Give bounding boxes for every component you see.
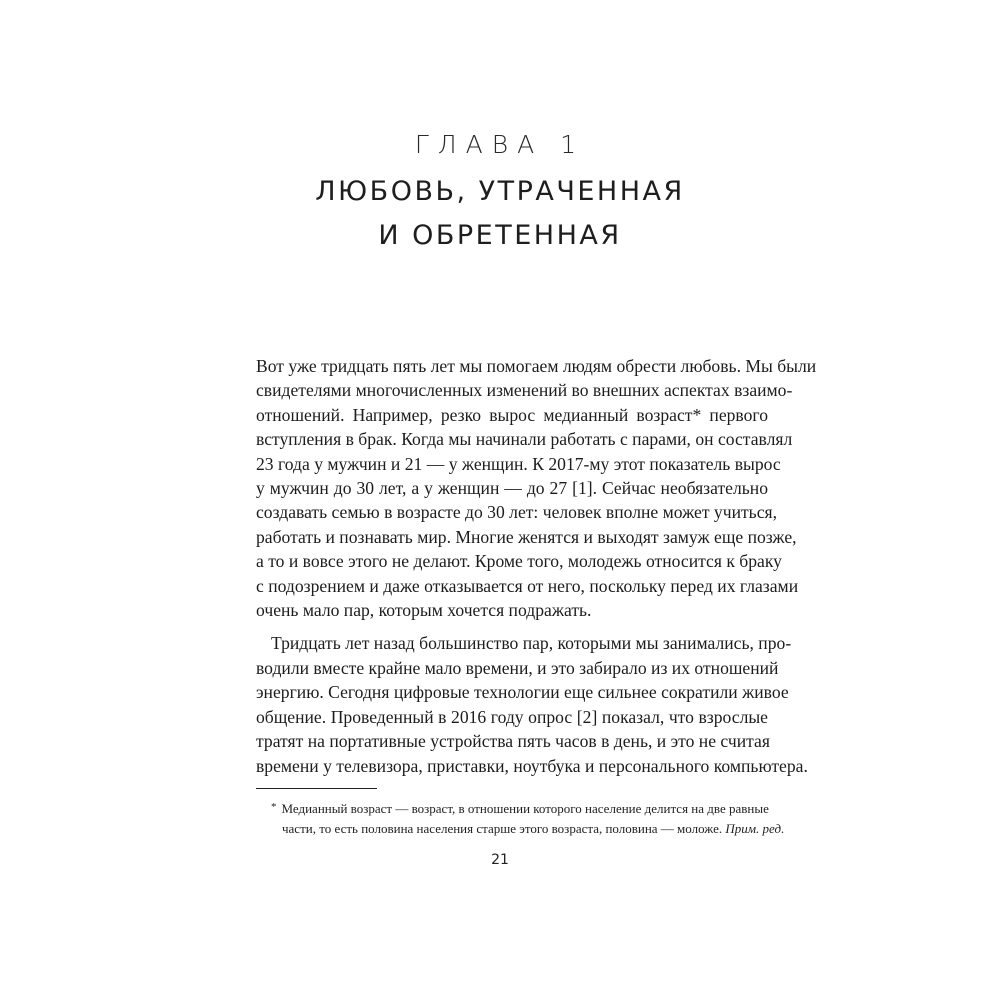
paragraph-gap <box>256 622 768 631</box>
text-line: создавать семью в возрасте до 30 лет: человек вполне может учиться, <box>256 502 777 523</box>
text-line: у мужчин до 30 лет, а у женщин — до 27 [1]. Сейчас необязательно <box>256 478 768 499</box>
footnote-marker: * <box>271 801 277 813</box>
chapter-title <box>0 170 1000 258</box>
editor-note: Прим. ред. <box>725 821 785 836</box>
text-line: отношений. Например, резко вырос медианный возраст* первого <box>256 404 768 425</box>
text-line: Вот уже тридцать пять лет мы помогаем людям обрести любовь. Мы были <box>256 356 817 376</box>
text-line: времени у телевизора, приставки, ноутбука и персонального компьютера. <box>256 755 808 776</box>
text-line: энергию. Сегодня цифровые технологии еще сильнее сократили живое <box>256 682 789 703</box>
text-line: общение. Проведенный в 2016 году опрос [2] показал, что взрослые <box>256 706 768 727</box>
text-line: 23 года у мужчин и 21 — у женщин. К 2017-му этот показатель вырос <box>256 453 781 474</box>
text-line: водили вместе крайне мало времени, и это забирало из их отношений <box>256 657 779 678</box>
chapter-title-line-2: И ОБРЕТЕННАЯ <box>378 220 622 251</box>
footnote-line-2 <box>271 819 785 839</box>
text-line: с подозрением и даже отказывается от него, поскольку перед их глазами <box>256 575 799 596</box>
chapter-label: ГЛАВА 1 <box>414 130 586 159</box>
paragraph-2 <box>256 631 808 777</box>
footnote <box>271 797 785 839</box>
text-line: тратят на портативные устройства пять часов в день, и это не считая <box>256 731 770 752</box>
text-line: вступления в брак. Когда мы начинали работать с парами, он составлял <box>256 429 793 450</box>
footnote-divider <box>256 788 377 789</box>
text-line: а то и вовсе этого не делают. Кроме того, молодежь относится к браку <box>256 551 782 572</box>
footnote-line-1 <box>271 797 768 819</box>
paragraph-1 <box>256 354 817 622</box>
footnote-text-1: Медианный возраст — возраст, в отношении которого население делится на две равные <box>281 801 769 816</box>
body-text <box>256 354 817 778</box>
chapter-title-line-1: ЛЮБОВЬ, УТРАЧЕННАЯ <box>315 176 685 207</box>
footnote-text-2: части, то есть половина населения старше этого возраста, половина — моложе. <box>282 821 723 836</box>
text-line: очень мало пар, которым хочется подражать. <box>256 600 592 621</box>
page-number: 21 <box>491 852 509 868</box>
text-line: работать и познавать мир. Многие женятся и выходят замуж еще позже, <box>256 526 797 547</box>
text-line: свидетелями многочисленных изменений во внешних аспектах взаимо- <box>256 380 793 401</box>
text-line: Тридцать лет назад большинство пар, которыми мы занимались, про- <box>271 633 792 654</box>
